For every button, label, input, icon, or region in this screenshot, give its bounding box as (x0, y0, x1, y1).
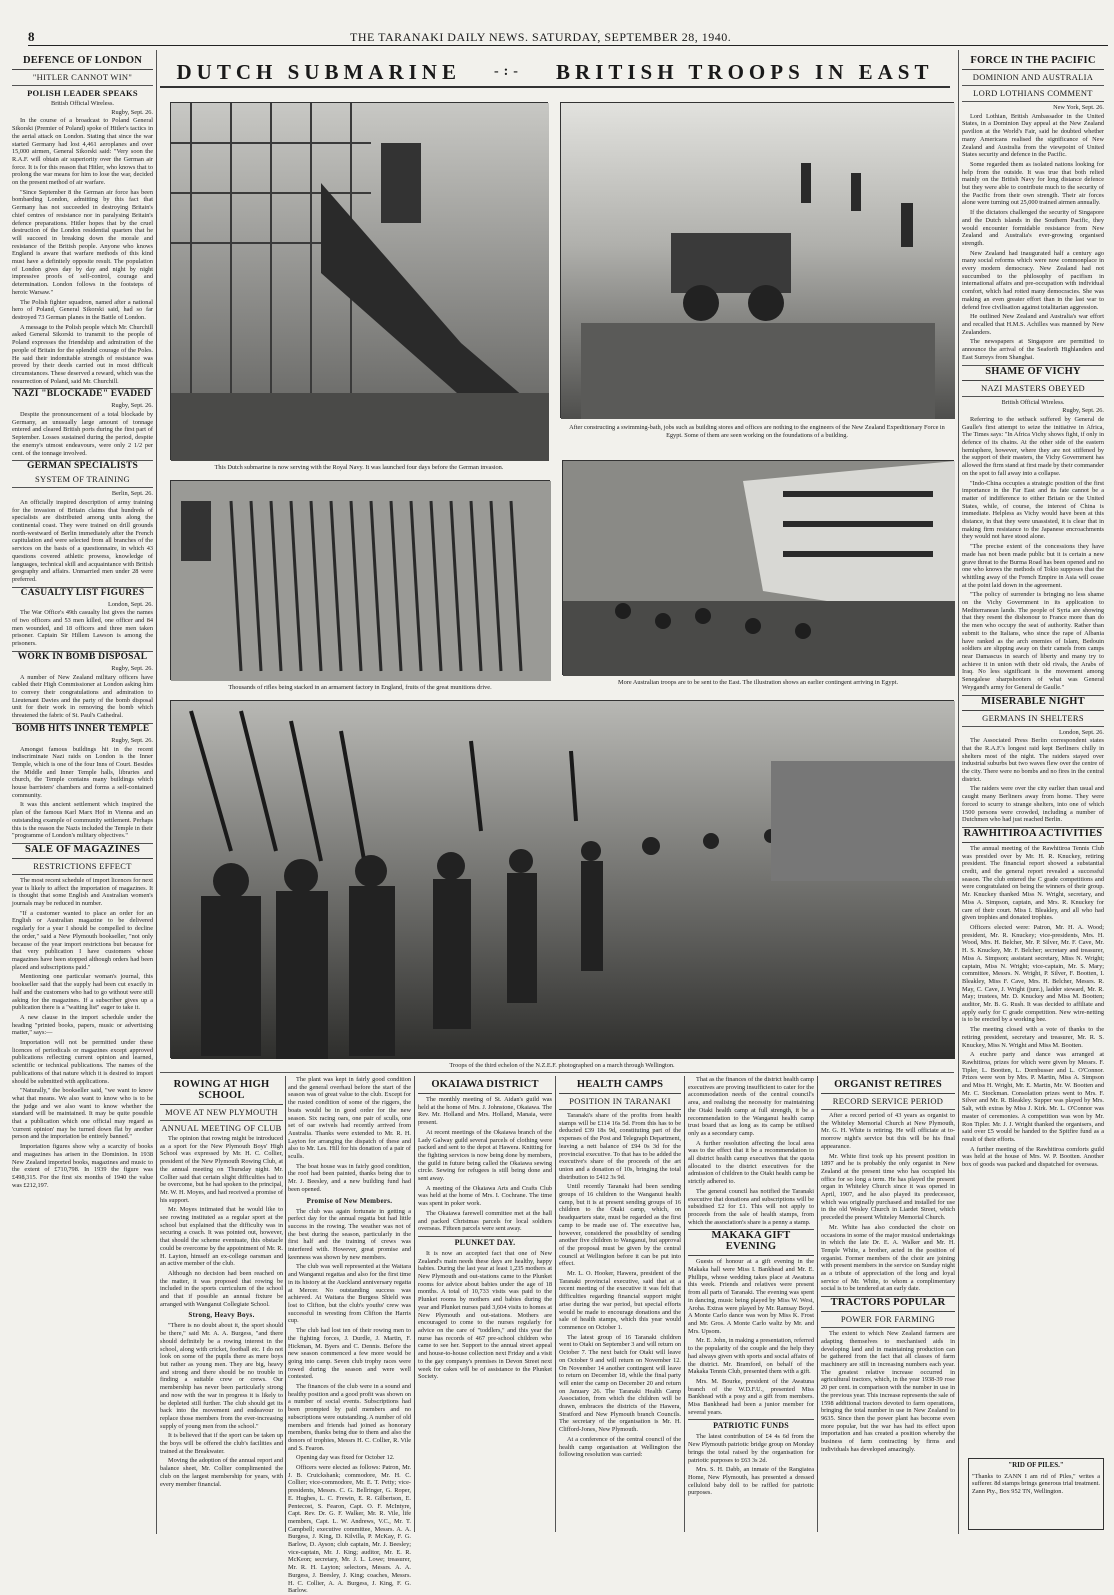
article-paragraph: "Since September 8 the German air force has been bombarding London, admitting by this fact that Germany has not succeeded in destroying Britain's chief centres of resistance nor in paralysing Britain's defence preparations. Hitler hopes that by the cruel destruction of the London residential quarters that he will succeed in breaking down the morale and resistance of the British people. Anyone who knows England is aware that warfare methods of this kind must have a definitely opposite result. The population of London gives day by day and night by night impressive proofs of self-control, courage and determination. London follows in the footsteps of heroic Warsaw." (12, 188, 153, 296)
subhead-restrictions: RESTRICTIONS EFFECT (12, 861, 153, 875)
article-paragraph: The meeting closed with a vote of thanks to the retiring president, secretary and treasurer, Mr. R. S. Knuckey, Miss N. Wright and Miss M. Bootten. (962, 1026, 1104, 1049)
headline-inner-temple: BOMB HITS INNER TEMPLE (12, 723, 153, 735)
article-paragraph: Officers elected were: Patron, Mr. H. A. Wood; president, Mr. R. Knuckey; vice-presidents, Mrs. H. Wood, Mrs. H. Belcher, Mr. P. Silver, Mr. F. Cave, Mr. H. S. Knuckey, Mr. F. Belcher; secretary and treasurer, Miss A. Simpson; assistant secretary, Miss N. Wright; captain, Miss N. Wright; vice-captain, Mr. S. Mary; committee, Messrs. N. Wright, P. Silver, F. Bootten, I. Bleakley, Miss F. Cave, Mrs. H. Belcher, Messrs. R. May, C. Cave, J. Wright (junr.), ladder steward, Mr. R. May; trustees, Mr. D. Knuckey and Miss M. Bootten; auditor, Mr. B. G. Rush. It was decided to affiliate and apply early for C grade competition. New wire-netting is to be erected by a working bee. (962, 923, 1104, 1024)
article-paragraph: The latest group of 16 Taranaki children went to Otaki on September 3 and will return on October 7. The next batch for Otaki will leave on October 9 and will return on November 12. On November 14 another contingent will leave to return on December 18, while the final party will enter the camp on December 20 and return on January 26. The Taranaki Health Camp Association, from which the children will be drawn, embraces the districts of the Hawera, Stratford and New Plymouth branch Councils. The secretary of the organisation is Mr. H. Clifford-Jones, New Plymouth. (559, 1333, 681, 1434)
article-paragraph: "There is no doubt about it, the sport should be there," said Mr. A. A. Burgess, "and there should definitely be a rowing interest in the school, along with cricket, football etc. I do not look on some of the pupils there as mere boys but rather as young men. They are big, heavy and strong and there should be no trouble in finding a suitable crew or crews. Our membership has never been particularly strong and now with the war in progress it is likely to be depleted still further. The club should get its back into the movement and endeavour to replace those members from the ever-increasing supply of young men from the school." (160, 1322, 283, 1430)
banner-left: DUTCH SUBMARINE (176, 59, 461, 84)
article-paragraph: If the dictators challenged the security of Singapore and the Dutch islands in the Southern Pacific, they would encounter formidable resistance from New Zealand and Australia's ever-growing organised strength. (962, 209, 1104, 247)
subhead-position-taranaki: POSITION IN TARANAKI (559, 1096, 681, 1110)
headline-defence-of-london: DEFENCE OF LONDON (12, 55, 153, 70)
column-rule (958, 50, 959, 1534)
article-paragraph: Mr. White has also conducted the choir on occasions in some of the major musical undertakings in which the late Dr. E. A. Walker and Mr. H. Temple White, a brother, acted in the position of organist. Former members of the choir are joining with present members in the service on Sunday night as a tribute of appreciation of the long and loyal service of Mr. White, to whom a complimentary social is to be tendered at an early date. (821, 1223, 955, 1293)
construction-image (561, 103, 955, 419)
article-paragraph: A new clause in the import schedule under the heading "printed books, papers, music or advertising matter," says:— (12, 1013, 153, 1037)
subhead-dominion-australia: DOMINION AND AUSTRALIA (962, 72, 1104, 86)
article-paragraph: The Okaiawa farewell committee met at the hall and packed Christmas parcels for local soldiers overseas. Fifteen parcels were sent away. (418, 1209, 552, 1233)
masthead (28, 30, 1108, 46)
article-paragraph: The Associated Press Berlin correspondent states that the R.A.F.'s longest raid kept Berliners chilly in shelters most of the night. The raiders stayed over industrial suburbs but two waves flew over the centre of the city. There were no bombs and no fires in the central district. (962, 737, 1104, 783)
right-column (962, 52, 1104, 1452)
headline-miserable-night: MISERABLE NIGHT (962, 695, 1104, 711)
article-paragraph: Officers were elected as follows: Patron, Mr. J. B. Cruickshank; commodore, Mr. H. C. Collier; vice-commodore, Mr. E. T. Petty; vice-presidents, Messrs. C. G. Bellringer, G. Roper, E. Hughes, L. C. Frewin, E. R. Gilbertson, E. Pentecost, S. Fearon, Capt. O. F. McIntyre, Capt. Rev. Dr. G. F. Walker, Mr. R. Vile, life members, Capt. L. W. Andrews, V.C., Mr. T. Campbell; executive committee, Messrs. A. A. Burgess, J. King, D. Kilvilla, P. McKay, F. G. Barlow, D. Ayson; club captain, Mr. J. Beesley; vice-captain, Mr. J. King; auditor, Mr. E. R. McKeon; secretary, Mr. J. L. Lowe; treasurer, Mr. R. H. Layton; selectors, Messrs. A. A. Burgess, J. Beesley, J. King; coaches, Messrs. H. C. Collier, A. A. Burgess, J. King, F. G. Barlow. (288, 1464, 411, 1595)
article-paragraph: Mrs. M. Bourke, president of the Awatuna branch of the W.D.F.U., presented Miss Bankhead with a posy and a gift from members. Miss Bankhead had been a junior member for several years. (688, 1377, 814, 1416)
article-paragraph: The opinion that rowing might be introduced as a sport for the New Plymouth Boys' High School was expressed by Mr. H. C. Collier, president of the New Plymouth Rowing Club, at the annual meeting on Thursday night. Mr. Collier said that certain slight difficulties had to be overcome, but he had spoken to the principal, Mr. W. H. Moyes, and had received a promise of his support. (160, 1135, 283, 1204)
article-paragraph: Mr. E. John, in making a presentation, referred to the popularity of the couple and the help they had always given with sports and social affairs of the district. Mr. Bramford, on behalf of the Makaka Tennis Club, presented them with a gift. (688, 1337, 814, 1376)
photo-australian-troops (562, 460, 954, 675)
article-paragraph: Some regarded them as isolated nations looking for help from the outside. It was true that both relied mainly on the British Navy for long distance defence but they were able to contribute much to the security of the Pacific from their own strength. Their air forces alone were turning out 25,000 trained airmen annually. (962, 160, 1104, 207)
page-number: 8 (28, 29, 35, 44)
rifles-image (171, 481, 551, 681)
article-paragraph: Taranaki's share of the profits from health stamps will be £114 16s 5d. From this has to be deducted £39 18s 9d, constituting part of the expenses of the Post and Telegraph Department, leaving a nett balance of £94 0s 3d for the provincial executive. To that has to be added the executive's share of the proceeds of the art union and a donation of 10s, bringing the total distribution to £412 3s 9d. (559, 1112, 681, 1181)
column-rule (156, 50, 157, 1534)
ad-title: "RID OF PILES." (1008, 1461, 1064, 1469)
dateline: Rugby, Sept. 26. (1062, 407, 1104, 415)
banner-right: BRITISH TROOPS IN EAST (556, 59, 934, 84)
headline-okaiawa: OKAIAWA DISTRICT (418, 1079, 552, 1094)
subhead-annual-meeting: ANNUAL MEETING OF CLUB (161, 1123, 282, 1133)
subhead-germans-shelters: GERMANS IN SHELTERS (962, 713, 1104, 727)
column-rule (555, 1076, 556, 1532)
article-paragraph: Mentioning one particular woman's journal, this bookseller said that the supply had been cut exactly in half and the customers who had to go without were still asking for the magazines. If a subscriber gives up a publication there is a "waiting list" eager to take it. (12, 973, 153, 1012)
banner-headline (160, 58, 950, 88)
article-paragraph: Importation will not be permitted under these licences of periodicals or magazines except approved publications reflecting current opinion and learned, scientific or technical publications. The names of the publications of that nature which it is desired to import should be submitted with applications. (12, 1039, 153, 1085)
article-paragraph: It is believed that if the sport can be taken up the boys will be offered the club's facilities and trained at the Breakwater. (160, 1432, 283, 1455)
caption-australian: More Australian troops are to be sent to the East. The illustration shows an earlier contingent arriving in Egypt. (617, 679, 899, 686)
article-paragraph: "The precise extent of the concessions they have made has not been made public but it is certain a new grave threat to the Burma Road has been opened and no one who knows the methods of Tokio supposes that the whittling away of the French Empire in Asia will cease at the point laid down in the agreement. (962, 543, 1104, 589)
dateline: London, Sept. 26. (1059, 728, 1104, 736)
article-paragraph: "Indo-China occupies a strategic position of the first importance in the Far East and its fate cannot be a matter of indifference to either Britain or the United States, while, of course, the interest of China is immediate. Helpless as Vichy would have been at this distance, in that they were unassisted, it is clear that in making firm resistance to the Japanese encroachments they would not have stood alone. (962, 479, 1104, 541)
headline-german-specialists: GERMAN SPECIALISTS (12, 460, 153, 472)
article-paragraph: Importation figures show why a scarcity of books and magazines has arisen in the Dominion. In 1938 New Zealand imported books, magazines and music to the extent of £710,798. In 1939 the figure was £498,315. For the first six months of 1940 the value was £212,197. (12, 1143, 153, 1189)
column-rule (817, 1076, 818, 1532)
submarine-image (171, 103, 549, 461)
article-paragraph: After a record period of 43 years as organist to the Whiteley Memorial Church at New Plymouth, Mr. G. H. White is retiring. He will officiate at to-morrow night's service but this will be his final appearance. (821, 1112, 955, 1150)
march-image (171, 701, 955, 1059)
rowing-article-col-2 (288, 1076, 411, 1595)
article-paragraph: A further meeting of the Rawhitiroa comforts guild was held at the house of Mrs. W. P. Bootten. Another box of goods was packed and dispatched for overseas. (962, 1145, 1104, 1169)
banner-separator: -:- (493, 64, 523, 79)
article-paragraph: The raiders were over the city earlier than usual and caught many Berliners away from home. They were forced to scurry to strange shelters, into one of which 1500 persons were crowded, including a number of Dutchmen who had just reached Berlin. (962, 785, 1104, 824)
organist-article (821, 1076, 955, 1532)
left-column (12, 52, 153, 1532)
subhead-lothian: LORD LOTHIANS COMMENT (962, 88, 1104, 102)
photo-egypt-construction (560, 102, 954, 418)
subhead-record-service: RECORD SERVICE PERIOD (821, 1096, 955, 1110)
article-paragraph: Opening day was fixed for October 12. (296, 1454, 395, 1462)
article-paragraph: The latest contribution of £4 4s 6d from the New Plymouth patriotic bridge group on Monday brings the total raised by the organisation for patriotic purposes to £63 3s 2d. (688, 1433, 814, 1464)
headline-force-pacific: FORCE IN THE PACIFIC (962, 55, 1104, 70)
headline-nazi-blockade: NAZI "BLOCKADE" EVADED (12, 388, 153, 400)
article-paragraph: In the course of a broadcast to Poland General Sikorski (Premier of Poland) spoke of Hitler's tactics in the aerial attack on London. Stating that since the war started Germany had lost 4,461 aeroplanes and over 15,000 airmen, General Sikorski said: "Very soon the R.A.F. will obtain air superiority over the German air force. It is for this reason that Hitler, who knows that to prolong the war means for him to lose the war, decided on the present method of air warfare. (12, 117, 153, 187)
article-paragraph: At recent meetings of the Okaiawa branch of the Lady Galway guild several parcels of clothing were packed and sent to the depot at Hawera. Knitting for the fighting services is now being done by members, the guild in future being called the Okaiawa sewing circle. Sewing for refugees is still being done and sent away. (418, 1128, 552, 1183)
column-rule (684, 1076, 685, 1532)
source: British Official Wireless. (51, 100, 114, 107)
article-paragraph: A number of New Zealand military officers have cabled their High Commissioner at London asking him to convey their congratulations and admiration to Lieutenant Davies and the party of the bomb disposal unit for their work in removing the bomb which threatened the fabric of St. Paul's Cathedral. (12, 673, 153, 720)
subhead-hitler: "HITLER CANNOT WIN" (12, 72, 153, 86)
subhead-power-farming: POWER FOR FARMING (821, 1314, 955, 1328)
article-paragraph: Mr. White first took up his present position in 1897 and he is probably the only organist in New Zealand at the present time who has occupied his office for so long a term. He has played the present organ in Whiteley Church since it was opened in April, 1907, and he also played its predecessor, which was originally purchased and installed for use in the old Wesley Church in Liardet Street, which preceded the present Whiteley Memorial Church. (821, 1152, 955, 1222)
article-paragraph: Lord Lothian, British Ambassador in the United States, in a Dominion Day appeal at the New Zealand pavilion at the World's Fair, said he doubted whether many Americans realised the significance of New Zealand and Australia from the viewpoint of United States security and defence in the Pacific. (962, 112, 1104, 159)
column-rule (414, 1076, 415, 1532)
article-paragraph: The club was well represented at the Waitara and Wanganui regattas and also for the first time in its history at the Auckland anniversary regatta at Mercer. No outstanding success was achieved. At Waitara the Burgess Shield was lost to Clifton, but the club's youths' crew was successful in wresting from Clifton the Harris cup. (288, 1263, 411, 1325)
advertisement-piles (968, 1458, 1104, 1530)
ad-body: "Thanks to ZANN I am rid of Piles," writes a sufferer. 8d stamps brings generous trial treatment. Zann Pty., Box 952 TN, Wellington. (972, 1472, 1100, 1496)
article-paragraph: Guests of honour at a gift evening in the Makaka hall were Miss I. Bankhead and Mr. E. Phillips, whose wedding takes place at Awatuna this week. Friends and relatives were present from all parts of Taranaki. The evening was spent in dancing, music being played by Miss W. West, Aroha. Extras were played by Mr. Ramsay Boyd. A Monte Carlo dance was won by Miss K. Frost and Mr. Gros. A Monte Carlo waltz by Mr. and Mrs. Upsom. (688, 1258, 814, 1335)
article-paragraph: It is now an accepted fact that one of New Zealand's main needs these days are healthy, happy babies. During the last year at least 1,235 mothers at New Plymouth and out-stations came to the Plunket rooms for advice about babies under the age of 18 months. A total of 10,733 visits was paid to the Plunket rooms by mothers and babies during the year and Plunket nurses paid 3,604 visits to homes at New Plymouth and out-stations. Mothers are encouraged to come to the nurses regularly for advice on the care of "toddlers," and this year the nurse has records of 467 pre-school children who came to see her. Support to the annual street appeal and house-to-house collection next Friday and a visit to the gay company's premises in Devon Street next week for cakes will be of assistance to the Plunket Society. (418, 1249, 552, 1381)
photo-rifles (170, 480, 550, 680)
article-paragraph: "Naturally," the bookseller said, "we want to know what that means. We also want to know who is to be the judge and we also want to know whether the standard will be maintained. It may be quite possible that a publication which one official may regard as 'current opinion' may be turned down flat by another person and the importation be entirely banned." (12, 1087, 153, 1141)
dateline: Rugby, Sept. 26. (111, 108, 153, 116)
headline-organist: ORGANIST RETIRES (821, 1079, 955, 1094)
article-paragraph: "The policy of surrender is bringing no less shame on the Vichy Government in its application to Mediterranean lands. The people of Syria are showing that they resent the dishonour to France more than do the men who occupy the seat of authority. Rather than submit to the Italians, who since the rape of Albania have ranked as the arch enemies of Islam, Bedouin soldiers are slipping away on their camels from camps near Damascus in search of liberty and many try to achieve it in union with their old rivals, the Arabs of Iraq. No less significant is the movement among Senegalese sharpshooters of what was General Weygand's army for General de Gaulle." (962, 591, 1104, 691)
subhead-nazi-masters: NAZI MASTERS OBEYED (962, 383, 1104, 397)
section-rule (160, 1072, 954, 1073)
article-paragraph: The Polish fighter squadron, named after a national hero of Poland, General Sikorski said, had so far destroyed 73 German planes in the Battle of London. (12, 298, 153, 321)
article-paragraph: At a conference of the central council of the health camp organisation at Wellington the following resolution was carried: (559, 1435, 681, 1459)
caption-troops: Troops of the third echelon of the N.Z.E.F. photographed on a march through Wellington. (449, 1062, 675, 1069)
article-paragraph: The boat house was in fairly good condition, the roof had been painted, thanks being due to Mr. J. Beesley, and a new building fund had been opened. (288, 1162, 411, 1193)
headline-bomb-disposal: WORK IN BOMB DISPOSAL (12, 651, 153, 663)
article-paragraph: Until recently Taranaki had been sending groups of 16 children to the Wanganui health camp, but it is at present sending groups of 16 children to the Otaki camp, which, on headquarters state, must be regarded as the first camp to be made use of. The executive has, however, considered the possibility of sending another five children to Wanganui, but approval of the proposal must be given by the central council at Wellington before it can be put into effect. (559, 1183, 681, 1268)
headline-makaka: MAKAKA GIFT EVENING (688, 1229, 814, 1256)
article-paragraph: That as the finances of the district health camp executives are proving insufficient to cater for the accommodation needs of the central council's area, and realising the necessity for maintaining the Otaki health camp at full strength, it be a recommendation to the Wanganui health camp trust board that as long as its camp be utilised only as a secondary camp. (688, 1076, 814, 1137)
headline-tractors: TRACTORS POPULAR (821, 1296, 955, 1312)
rowing-article-col-1 (160, 1076, 283, 1532)
article-paragraph: The War Office's 49th casualty list gives the names of two officers and 53 men killed, one officer and 84 men wounded, and 18 officers and three men taken prisoner. Captain Sir Hillem Lawson is among the prisoners. (12, 609, 153, 648)
article-paragraph: The monthly meeting of St. Aidan's guild was held at the home of Mrs. J. Johnstone, Okaiawa. The Rev. Mr. Holland and Mrs. Holland, Manaia, were present. (418, 1096, 552, 1127)
dateline: Berlin, Sept. 26. (111, 490, 153, 498)
article-paragraph: The finances of the club were in a sound and healthy position and a good profit was shown on a number of social events. Subscriptions had been prompted by paid members and no subscriptions were outstanding. A number of old members and friends had joined as honorary members, thanks being due to them and also the donors of trophies, Messrs H. C. Collier, R. Vile and S. Fearon. (288, 1383, 411, 1452)
article-paragraph: A euchre party and dance was arranged at Rawhitiroa, prizes for which were given by Messrs. F. Tipler, L. Bootten, L. Dornbusser and L. O'Connor. Prizes were won by Mrs. P. Martin, Miss A. Simpson and Miss H. Wright, Mr. E. Martin, Mr. W. Bootten and Mr. C. Stockman. Consolation prizes went to Mrs. F. Silver and Mr. R. Bleakley. Supper was played by Mrs. Salt, with extras by Miss J. Kirk. Mr. L. O'Connor was master of ceremonies. A competition was won by Mr. Ron Tipler. Mr. J. J. Wright thanked the organisers, and said over £5 would be handed to the Spitfire fund as a result of their efforts. (962, 1051, 1104, 1143)
caption-submarine: This Dutch submarine is now serving with the Royal Navy. It was launched four days before the German invasion. (214, 464, 504, 471)
headline-health-camps: HEALTH CAMPS (559, 1079, 681, 1094)
article-paragraph: An officially inspired description of army training for the invasion of Britain claims that hundreds of specialists are distributed among units along the continental coast. They were trained on drill grounds north-westward of Berlin immediately after the French capitulation and were selected from all branches of the services on the basis of a questionnaire, in which 43 questions covered athletic prowess, knowledge of languages, technical skill and acquaintance with British geography and affairs. Unmarried men under 28 were preferred. (12, 498, 153, 583)
okaiawa-article (418, 1076, 552, 1532)
article-paragraph: It was this ancient settlement which inspired the plan of the famous Karl Marx Hof in Vienna and an outstanding example of community settlement. Perhaps this is the reason the Nazis included the Temple in their "programme of London's military objectives." (12, 801, 153, 840)
headline-sale-of-magazines: SALE OF MAGAZINES (12, 843, 153, 859)
caption-rifles: Thousands of rifles being stacked in an armament factory in England, fruits of the great munitions drive. (228, 684, 492, 691)
article-paragraph: The club was again fortunate in getting a perfect day for the annual regatta but had little success in the rowing. The weather was not of the best during the season, particularly in the first half and the training of crews was interfered with. However, great promise and keenness was shown by new members. (288, 1207, 411, 1261)
photo-dutch-submarine (170, 102, 548, 460)
dateline: New York, Sept. 26. (1053, 104, 1104, 111)
headline-rawhitiroa: RAWHITIROA ACTIVITIES (962, 827, 1104, 843)
subhead-promise: Promise of New Members. (306, 1196, 393, 1205)
headline-rowing: ROWING AT HIGH SCHOOL (160, 1079, 283, 1105)
article-paragraph: Referring to the setback suffered by General de Gaulle's first attempt to seize the initiative in Africa, The Times says: "In Africa Vichy shows fight, if only in defence of its chains. At the other side of the eastern hemisphere, however, where they are not stiffened by the support of their masters, the Vichy Government has allowed the firm stand at first made by their commander on the spot to fall away into a collapse. (962, 415, 1104, 477)
article-paragraph: The plant was kept in fairly good condition and the general overhaul before the start of the season was of great value to the club. Except for the rusted condition of some of the riggers, the boats would be in good order for the new season. Six racing oars, one pair of sculls, one set of oar swivels had recently arrived from Australia. Thanks were extended to Mr. R. H. Layton for arranging the dispatch of these and also to Mr. Les. Hill for his donation of a pair of sculls. (288, 1076, 411, 1161)
article-paragraph: A message to the Polish people which Mr. Churchill asked General Sikorski to transmit to the people of Poland expresses the friendship and admiration of the people of Britain for the splendid courage of the Poles. He said their indomitable strength of resistance was proved by their deeds carried out in most difficult circumstances. These deserved a reward, which was the resurrection of Poland, said Mr. Churchill. (12, 323, 153, 385)
article-paragraph: Amongst famous buildings hit in the recent indiscriminate Nazi raids on London is the Inner Temple, which is one of the four Inns of Court. Besides the Middle and Inner Temple halls, libraries and church, the Temple contains many buildings which house barristers' chambers and forms a self-contained community. (12, 745, 153, 799)
article-paragraph: New Zealand had inaugurated half a century ago many social reforms which were now commonplace in every modern democracy. New Zealand had not succumbed to the philosophy of pacifism in international affairs and pre-occupation with individual comfort, which had rotted many democracies. She was making an even greater effort than in the last war to defend free civilisation against totalitarian aggression. (962, 249, 1104, 311)
article-paragraph: A further resolution affecting the local area was to the effect that it be a recommendation to all district health camp executives that the quota allocated to the district executives for the admission of children to the Otaki health camp be strictly adhered to. (688, 1139, 814, 1186)
article-paragraph: The annual meeting of the Rawhitiroa Tennis Club was presided over by Mr. H. R. Knuckey, retiring president. The financial report showed a substantial credit, and the general report revealed a successful season. The club entered the C grade competitions and were congratulated on being the winners of their group. Mr. Knuckey thanked Miss N. Wright, secretary, and Miss A. Simpson, captain, and Mrs. R. Knuckey for care of their court. Miss I. Bleakley, and all who had given trophies and donated trophies. (962, 844, 1104, 922)
headline-plunket-day: PLUNKET DAY. (418, 1236, 552, 1248)
article-paragraph: The general council has notified the Taranaki executive that donations and subscriptions will be subsidised £2 for £1. This will not apply to proceeds from the sale of health stamps, from which the association's share is a penny a stamp. (688, 1187, 814, 1226)
article-paragraph: Mr. Moyes intimated that he would like to see rowing instituted as a regular sport at the school but explained that the difficulty was in securing a coach. It was pointed out, however, that should the scheme eventuate, this obstacle could be overcome by the appointment of Mr. R. H. Layton, himself an ex-college oarsman and an active member of the club. (160, 1206, 283, 1268)
column-rule (285, 1076, 286, 1532)
caption-egypt: After constructing a swimming-bath, jobs such as building stores and offices are nothing to the engineers of the New Zealand Expeditionary Force in Egypt. Some of them are seen working on the foundations of a building. (569, 424, 945, 439)
subhead-strong-boys: Strong, Heavy Boys. (188, 1311, 255, 1320)
article-paragraph: The extent to which New Zealand farmers are adapting themselves to mechanised aids in developing land and in maintaining production can be gathered from the fact that all classes of farm machinery are still in increasing numbers each year. The greatest relative increase occurred in agricultural tractors, which, in the year 1938-39 rose 20 per cent. in comparison with the number in use in the previous year. This increase represents the sale of 1598 additional tractors devoted to farm operations, bringing the total number in use in New Zealand to 9635. Since then the power plant has become even more popular, but the war has had its effect upon importation and has created a position whereby the business of farm contracting by firms and individuals has developed amazingly. (821, 1330, 955, 1453)
source: British Official Wireless. (1001, 398, 1065, 406)
headline-shame-vichy: SHAME OF VICHY (962, 365, 1104, 381)
article-paragraph: The most recent schedule of import licences for next year is likely to affect the importation of magazines. It is thought that some English and Australian women's journals may be reduced in number. (12, 876, 153, 908)
subhead-system-of-training: SYSTEM OF TRAINING (12, 474, 153, 488)
article-paragraph: He outlined New Zealand and Australia's war effort and recalled that H.M.S. Achilles was manned by New Zealanders. (962, 313, 1104, 336)
subhead-polish-leader: POLISH LEADER SPEAKS (27, 88, 138, 98)
article-paragraph: Despite the pronouncement of a total blockade by Germany, an unusually large amount of tonnage entered and cleared British ports during the first part of September. Losses sustained during the period, despite the enemy's utmost endeavours, were only 2 1/2 per cent. of the tonnage involved. (12, 411, 153, 457)
article-paragraph: Mrs. S. H. Dabb, an inmate of the Rangiatea Home, New Plymouth, has presented a dressed celluloid baby doll to be raffled for patriotic purposes. (688, 1466, 814, 1497)
article-paragraph: A meeting of the Okaiawa Arts and Crafts Club was held at the home of Mrs. I. Cochrane. The time was spent in poker work. (418, 1184, 552, 1208)
subhead-move-new-plymouth: MOVE AT NEW PLYMOUTH (160, 1107, 283, 1121)
masthead-title: THE TARANAKI DAILY NEWS. SATURDAY, SEPTEMBER 28, 1940. (350, 30, 732, 44)
article-paragraph: The newspapers at Singapore are permitted to announce the arrival of the Seaforth Highlanders and East Surreys from Shanghai. (962, 338, 1104, 361)
headline-casualty-list: CASUALTY LIST FIGURES (12, 587, 153, 599)
photo-nzef-march (170, 700, 954, 1058)
article-paragraph: Although no decision had been reached on the matter, it was proposed that rowing be included in the sports curriculum of the school and that if possible an annual fixture be arranged with Wanganui Collegiate School. (160, 1269, 283, 1308)
dateline: London, Sept. 26. (108, 600, 153, 608)
headline-patriotic-funds: PATRIOTIC FUNDS (688, 1419, 814, 1431)
dateline: Rugby, Sept. 26. (111, 664, 153, 672)
health-camps-col-2 (688, 1076, 814, 1532)
article-paragraph: The club had lost ten of their rowing men to the fighting forces, J. Durdle, J. Martin, F. Hickman, M. Byers and C. Dennis. Before the new season commenced a few more would be going into camp. Seven club trophy races were rowed during the season and were well contested. (288, 1327, 411, 1381)
dateline: Rugby, Sept. 26. (111, 736, 153, 744)
health-camps-col-1 (559, 1076, 681, 1532)
article-paragraph: Mr. L. O. Hooker, Hawera, president of the Taranaki provincial executive, said that at a recent meeting of the executive it was felt that difficulties regarding financial support might arise during the war period, but special efforts would be made to encourage donations and the sale of health stamps, which this year would commence on October 1. (559, 1270, 681, 1331)
article-paragraph: Moving the adoption of the annual report and balance sheet, Mr. Collier complimented the club on the largest membership for years, with every member financial. (160, 1457, 283, 1488)
dateline: Rugby, Sept. 26. (111, 402, 153, 410)
australian-troops-image (563, 461, 955, 676)
article-paragraph: "If a customer wanted to place an order for an English or Australian magazine to be delivered regularly for a year I should be compelled to decline the order," said a New Plymouth bookseller, "not only because of the year import restrictions but because for that very publication I have customers whose magazines have been stopped although orders had been placed and subscriptions paid." (12, 909, 153, 971)
